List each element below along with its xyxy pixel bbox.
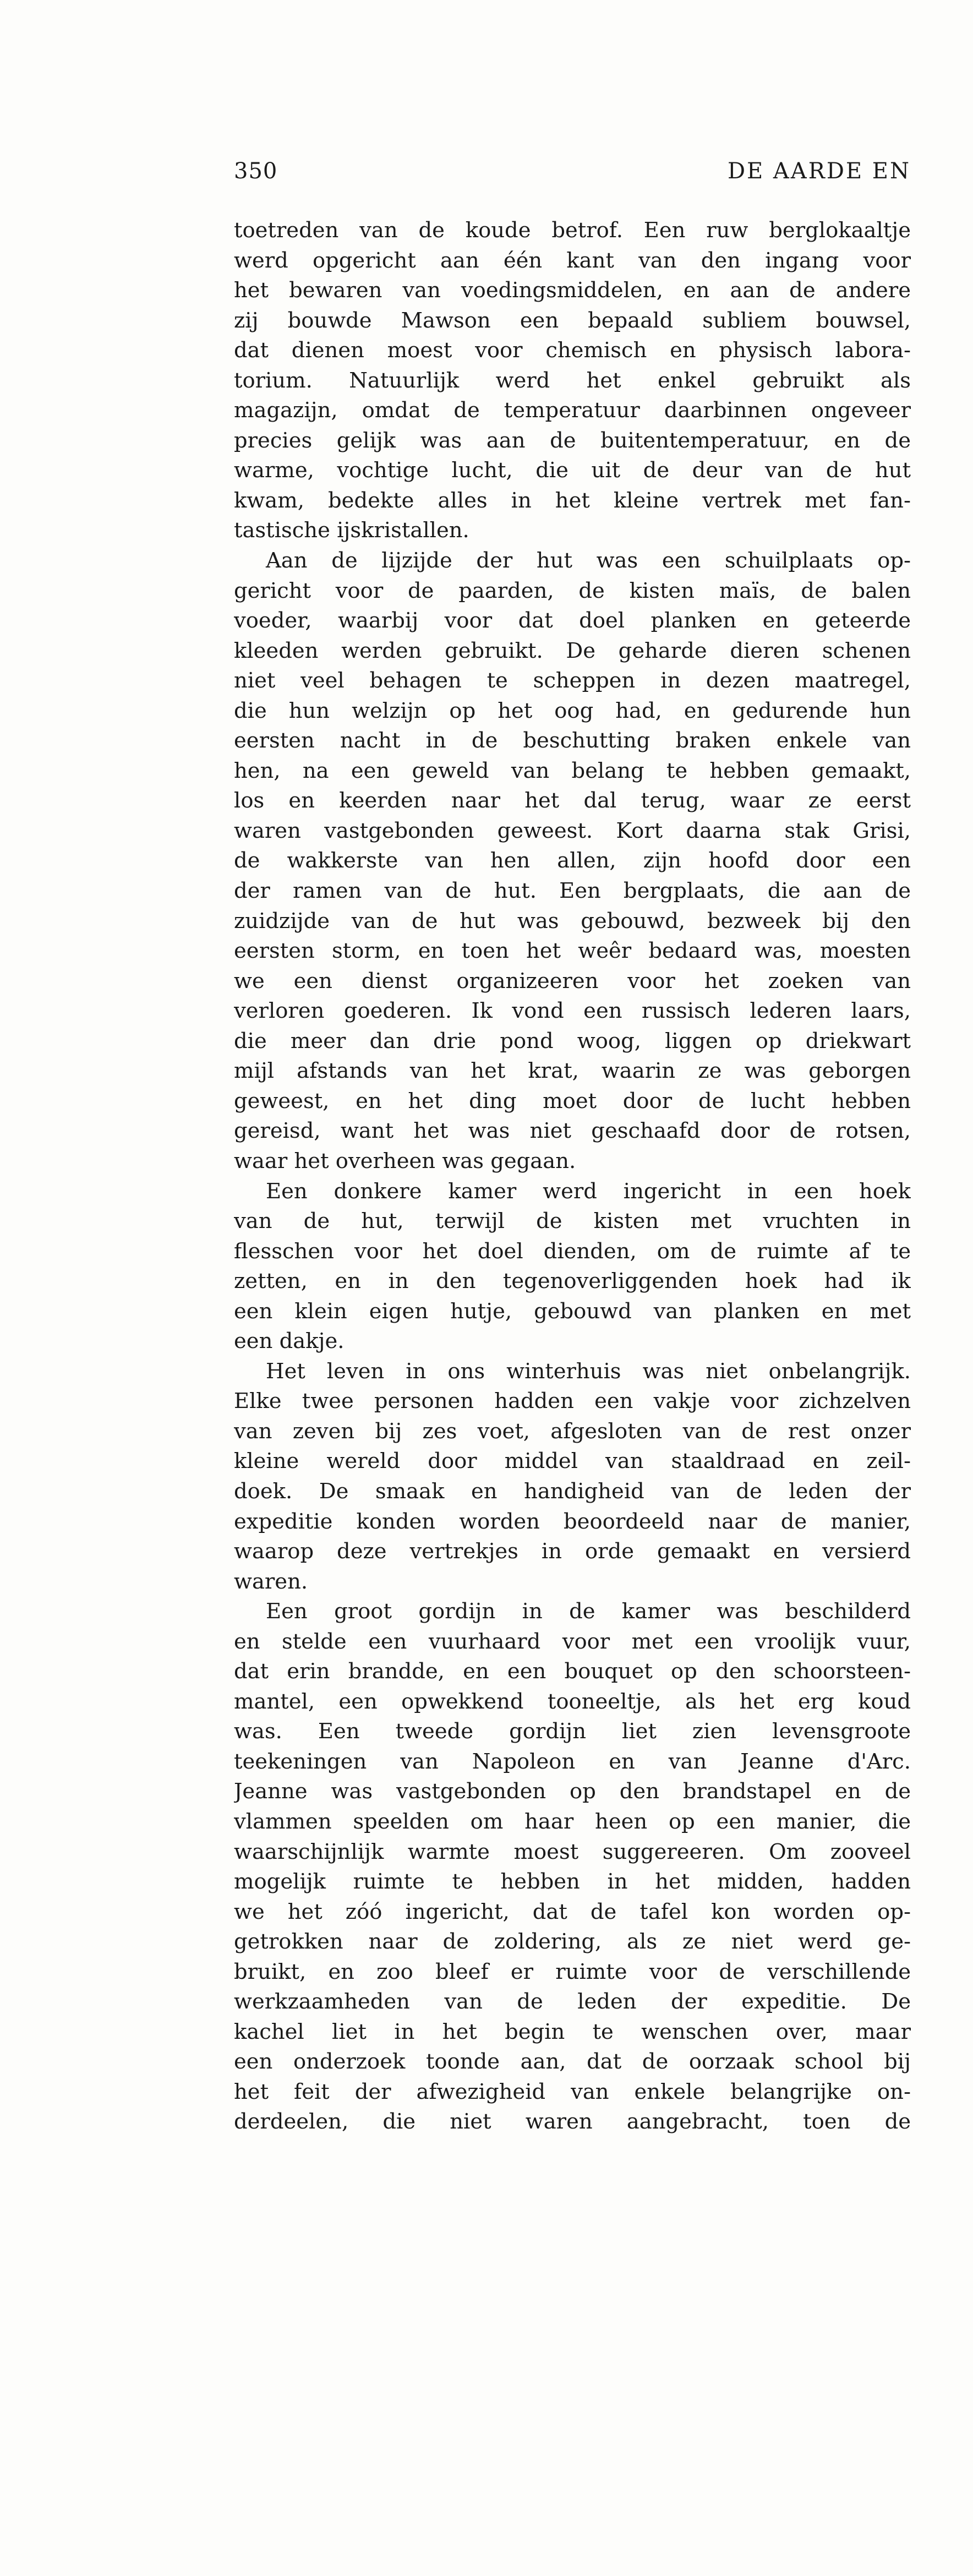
text-line: bruikt, en zoo bleef er ruimte voor de verschillende (234, 1959, 911, 1984)
text-line: Aan de lijzijde der hut was een schuilplaats op- (266, 548, 911, 574)
text-line: expeditie konden worden beoordeeld naar de manier, (234, 1509, 911, 1534)
text-line: geweest, en het ding moet door de lucht hebben (234, 1088, 911, 1114)
text-line: tastische ijskristallen. (234, 518, 469, 543)
text-line: getrokken naar de zoldering, als ze niet werd ge- (234, 1929, 911, 1955)
text-line: mantel, een opwekkend tooneeltje, als het erg koud (234, 1689, 911, 1714)
text-line: een klein eigen hutje, gebouwd van planken en met (234, 1298, 911, 1324)
text-line: mijl afstands van het krat, waarin ze was geborgen (234, 1058, 911, 1084)
text-line: van de hut, terwijl de kisten met vruchten in (234, 1209, 911, 1234)
text-line: was. Een tweede gordijn liet zien levensgroote (234, 1719, 911, 1744)
text-line: Het leven in ons winterhuis was niet onbelangrijk. (266, 1358, 911, 1384)
text-line: kwam, bedekte alles in het kleine vertrek met fan- (234, 488, 911, 513)
text-line: die hun welzijn op het oog had, en gedurende hun (234, 698, 911, 723)
text-line: mogelijk ruimte te hebben in het midden, hadden (234, 1869, 911, 1895)
text-line: kleeden werden gebruikt. De geharde dieren schenen (234, 638, 911, 663)
text-line: dat erin brandde, en een bouquet op den schoorsteen- (234, 1659, 911, 1684)
text-line: we een dienst organizeeren voor het zoeken van (234, 968, 911, 994)
text-line: gericht voor de paarden, de kisten maïs, de balen (234, 578, 911, 603)
text-line: kachel liet in het begin te wenschen over, maar (234, 2019, 911, 2044)
text-line: waren vastgebonden geweest. Kort daarna stak Grisi, (234, 818, 911, 843)
text-line: zij bouwde Mawson een bepaald subliem bouwsel, (234, 308, 911, 333)
text-line: eersten storm, en toen het weêr bedaard was, moesten (234, 938, 911, 964)
text-line: die meer dan drie pond woog, liggen op driekwart (234, 1028, 911, 1054)
text-line: we het zóó ingericht, dat de tafel kon worden op- (234, 1899, 911, 1924)
text-line: doek. De smaak en handigheid van de leden der (234, 1478, 911, 1504)
text-line: torium. Natuurlijk werd het enkel gebruikt als (234, 368, 911, 393)
text-line: verloren goederen. Ik vond een russisch lederen laars, (234, 998, 911, 1024)
text-line: niet veel behagen te scheppen in dezen maatregel, (234, 668, 911, 694)
text-line: Een groot gordijn in de kamer was beschilderd (266, 1599, 911, 1624)
text-line: gereisd, want het was niet geschaafd door de rotsen, (234, 1118, 911, 1144)
text-line: magazijn, omdat de temperatuur daarbinnen ongeveer (234, 398, 911, 423)
text-line: precies gelijk was aan de buitentemperatuur, en de (234, 428, 911, 453)
text-line: en stelde een vuurhaard voor met een vroolijk vuur, (234, 1629, 911, 1654)
text-line: Elke twee personen hadden een vakje voor zichzelven (234, 1389, 911, 1414)
text-line: het bewaren van voedingsmiddelen, en aan de andere (234, 278, 911, 303)
page-number: 350 (234, 159, 278, 184)
text-line: waar het overheen was gegaan. (234, 1148, 576, 1174)
text-line: een dakje. (234, 1329, 345, 1354)
text-line: eersten nacht in de beschutting braken enkele van (234, 728, 911, 754)
text-line: Een donkere kamer werd ingericht in een hoek (266, 1178, 911, 1204)
text-line: een onderzoek toonde aan, dat de oorzaak school bij (234, 2049, 911, 2075)
text-line: derdeelen, die niet waren aangebracht, toen de (234, 2109, 911, 2135)
text-line: Jeanne was vastgebonden op den brandstapel en de (234, 1779, 911, 1804)
text-line: teekeningen van Napoleon en van Jeanne d'Arc. (234, 1749, 911, 1774)
text-line: het feit der afwezigheid van enkele belangrijke on- (234, 2079, 911, 2104)
text-line: kleine wereld door middel van staaldraad en zeil- (234, 1449, 911, 1474)
text-line: toetreden van de koude betrof. Een ruw berglokaaltje (234, 218, 911, 243)
text-line: der ramen van de hut. Een bergplaats, die aan de (234, 878, 911, 904)
body-text (234, 216, 911, 2137)
text-line: van zeven bij zes voet, afgesloten van de rest onzer (234, 1418, 911, 1444)
text-line: zuidzijde van de hut was gebouwd, bezweek bij den (234, 908, 911, 934)
text-line: flesschen voor het doel dienden, om de ruimte af te (234, 1238, 911, 1264)
text-line: zetten, en in den tegenoverliggenden hoek had ik (234, 1269, 911, 1294)
text-line: waarschijnlijk warmte moest suggereeren. Om zooveel (234, 1839, 911, 1864)
text-line: warme, vochtige lucht, die uit de deur van de hut (234, 458, 911, 483)
text-line: werd opgericht aan één kant van den ingang voor (234, 248, 911, 273)
text-line: de wakkerste van hen allen, zijn hoofd door een (234, 848, 911, 874)
text-line: voeder, waarbij voor dat doel planken en geteerde (234, 608, 911, 634)
text-line: werkzaamheden van de leden der expeditie. De (234, 1989, 911, 2015)
text-line: los en keerden naar het dal terug, waar ze eerst (234, 788, 911, 814)
text-line: waren. (234, 1569, 308, 1594)
text-line: waarop deze vertrekjes in orde gemaakt en versierd (234, 1539, 911, 1564)
running-head (234, 159, 911, 192)
running-title: DE AARDE EN (727, 159, 911, 184)
text-line: dat dienen moest voor chemisch en physisch labora- (234, 338, 911, 363)
text-line: vlammen speelden om haar heen op een manier, die (234, 1809, 911, 1834)
text-line: hen, na een geweld van belang te hebben gemaakt, (234, 758, 911, 783)
